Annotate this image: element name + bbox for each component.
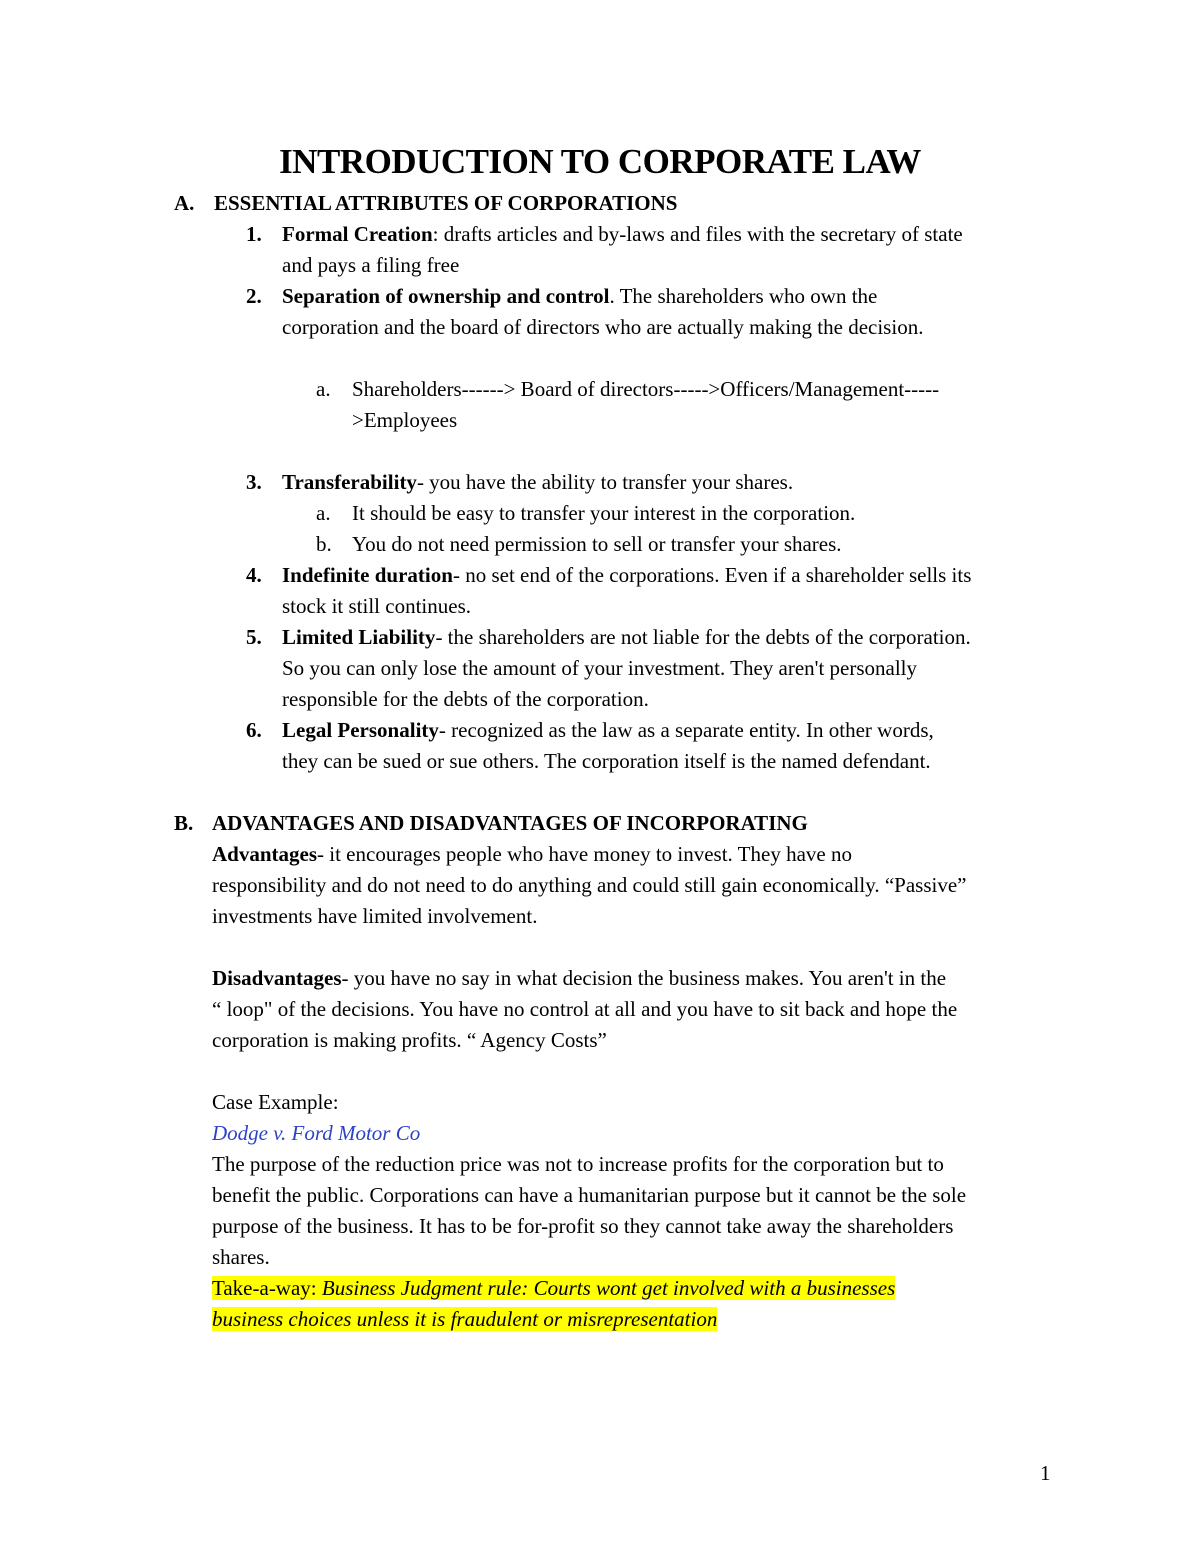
item-3b-line1: You do not need permission to sell or transfer your shares. <box>352 532 842 556</box>
advantages-text1: - it encourages people who have money to invest. They have no <box>317 842 852 866</box>
item-2-term: Separation of ownership and control <box>282 284 610 308</box>
item-3a-letter: a. <box>316 501 331 525</box>
item-3-text1: - you have the ability to transfer your shares. <box>416 470 794 494</box>
item-3-line1 <box>282 467 793 498</box>
item-4-number: 4. <box>246 563 262 587</box>
advantages-line1 <box>212 839 852 870</box>
item-3a-line1: It should be easy to transfer your interest in the corporation. <box>352 501 856 525</box>
item-2-line1 <box>282 281 877 312</box>
item-4-line1 <box>282 560 971 591</box>
item-4-line2: stock it still continues. <box>282 594 471 618</box>
item-6-line2: they can be sued or sue others. The corporation itself is the named defendant. <box>282 749 931 773</box>
disadvantages-line1 <box>212 963 946 994</box>
case-line4: shares. <box>212 1245 270 1269</box>
section-b-title: ADVANTAGES AND DISADVANTAGES OF INCORPORATING <box>212 811 808 835</box>
item-3b-letter: b. <box>316 532 332 556</box>
item-2-text1: . The shareholders who own the <box>609 284 878 308</box>
item-2-line2: corporation and the board of directors who are actually making the decision. <box>282 315 924 339</box>
document-title: INTRODUCTION TO CORPORATE LAW <box>279 142 921 181</box>
item-2a-line1: Shareholders------> Board of directors----->Officers/Management----- <box>352 377 940 401</box>
item-1-term: Formal Creation <box>282 222 433 246</box>
section-a-heading <box>174 188 678 219</box>
item-2a-line2: >Employees <box>352 408 458 432</box>
item-2-number: 2. <box>246 284 262 308</box>
takeaway-text2: business choices unless it is fraudulent or misrepresentation <box>212 1307 718 1331</box>
item-6-number: 6. <box>246 718 262 742</box>
disadvantages-line3: corporation is making profits. “ Agency Costs” <box>212 1028 607 1052</box>
disadvantages-text1: - you have no say in what decision the business makes. You aren't in the <box>341 966 947 990</box>
page-number: 1 <box>1040 1461 1051 1485</box>
section-b-letter: B. <box>174 811 194 835</box>
item-4-text1: - no set end of the corporations. Even if a shareholder sells its <box>452 563 972 587</box>
item-1-line1 <box>282 219 963 250</box>
advantages-line2: responsibility and do not need to do anything and could still gain economically. “Passive” <box>212 873 967 897</box>
item-6-term: Legal Personality <box>282 718 439 742</box>
advantages-term: Advantages <box>212 842 318 866</box>
takeaway-text1: Business Judgment rule: Courts wont get involved with a businesses <box>321 1276 896 1300</box>
item-4-term: Indefinite duration <box>282 563 453 587</box>
case-name-link[interactable]: Dodge v. Ford Motor Co <box>212 1121 421 1145</box>
item-1-text1: : drafts articles and by-laws and files with the secretary of state <box>432 222 963 246</box>
item-5-line3: responsible for the debts of the corporation. <box>282 687 649 711</box>
takeaway-line1 <box>212 1273 895 1304</box>
takeaway-line2 <box>212 1304 717 1335</box>
advantages-line3: investments have limited involvement. <box>212 904 538 928</box>
item-3-term: Transferability <box>282 470 417 494</box>
takeaway-label: Take-a-way: <box>212 1276 322 1300</box>
case-line3: purpose of the business. It has to be for-profit so they cannot take away the shareholders <box>212 1214 954 1238</box>
section-a-letter: A. <box>174 191 195 215</box>
item-5-term: Limited Liability <box>282 625 436 649</box>
item-6-line1 <box>282 715 934 746</box>
case-line2: benefit the public. Corporations can have a humanitarian purpose but it cannot be the sole <box>212 1183 967 1207</box>
item-1-number: 1. <box>246 222 262 246</box>
item-5-text1: - the shareholders are not liable for the debts of the corporation. <box>435 625 971 649</box>
item-6-text1: - recognized as the law as a separate entity. In other words, <box>438 718 934 742</box>
item-5-number: 5. <box>246 625 262 649</box>
section-a-title: ESSENTIAL ATTRIBUTES OF CORPORATIONS <box>214 191 678 215</box>
item-5-line2: So you can only lose the amount of your investment. They aren't personally <box>282 656 918 680</box>
item-1-line2: and pays a filing free <box>282 253 460 277</box>
disadvantages-term: Disadvantages <box>212 966 342 990</box>
disadvantages-line2: “ loop" of the decisions. You have no control at all and you have to sit back and hope the <box>212 997 958 1021</box>
item-3-number: 3. <box>246 470 262 494</box>
section-b-heading <box>174 808 808 839</box>
case-example-label: Case Example: <box>212 1090 339 1114</box>
case-line1: The purpose of the reduction price was not to increase profits for the corporation but to <box>212 1152 944 1176</box>
item-2a-letter: a. <box>316 377 331 401</box>
item-5-line1 <box>282 622 971 653</box>
